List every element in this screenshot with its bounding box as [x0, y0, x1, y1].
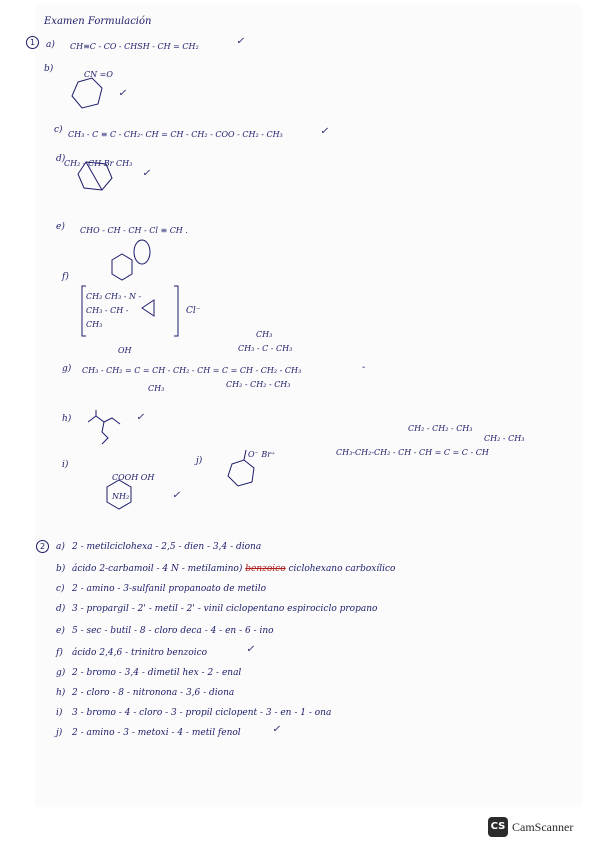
item-2j-label: j): [56, 728, 63, 738]
section-1-number: 1: [26, 36, 39, 49]
item-2b-label: b): [56, 564, 66, 574]
item-1g-label: g): [62, 364, 72, 374]
item-1g-top-substituent: CH₃ - C - CH₃: [238, 344, 293, 353]
item-1d-check-icon: ✓: [142, 168, 151, 179]
item-1i-check-icon: ✓: [172, 490, 181, 501]
item-1f-label: f): [62, 272, 69, 282]
item-1a-label: a): [46, 40, 55, 50]
camscanner-logo-text: CamScanner: [512, 819, 574, 834]
item-2g-name: 2 - bromo - 3,4 - dimetil hex - 2 - enal: [72, 668, 242, 678]
item-1f-counterion: Cl⁻: [186, 306, 201, 316]
margin-formula: CH₃-CH₂-CH₂ - CH - CH = C = C - CH: [336, 448, 489, 457]
item-1h-check-icon: ✓: [136, 412, 145, 423]
item-2d-name: 3 - propargil - 2' - metil - 2' - vinil ciclopentano espirociclo propano: [72, 604, 378, 614]
item-2e-label: e): [56, 626, 65, 636]
item-1a-check-icon: ✓: [236, 36, 245, 47]
item-2g-label: g): [56, 668, 66, 678]
item-1e-formula: CHO - CH - CH - Cl ≡ CH .: [80, 226, 188, 235]
item-1h-label: h): [62, 414, 72, 424]
page-title: Examen Formulación: [44, 16, 152, 27]
item-2i-name: 3 - bromo - 4 - cloro - 3 - propil ciclopent - 3 - en - 1 - ona: [72, 708, 332, 718]
item-2a-label: a): [56, 542, 65, 552]
item-2a-name: 2 - metilciclohexa - 2,5 - dien - 3,4 - diona: [72, 542, 262, 552]
paper-sheet: [36, 6, 581, 806]
item-1j-formula: O⁻ Br⁺: [248, 450, 276, 459]
item-1b-ring-drawing: [70, 78, 110, 110]
item-2c-name: 2 - amino - 3-sulfanil propanoato de metilo: [72, 584, 267, 594]
item-1g-dash: -: [362, 362, 366, 373]
item-1h-amide-drawing: [84, 408, 132, 448]
item-1i-formula: COOH OH NH₂: [112, 473, 155, 501]
item-1f-benzene-drawing: [110, 252, 134, 282]
item-1g-left-substituent-2: CH₃: [148, 384, 165, 393]
item-1b-label: b): [44, 64, 54, 74]
item-1j-label: j): [196, 456, 203, 466]
item-2f-name: ácido 2,4,6 - trinitro benzoico: [72, 648, 208, 658]
camscanner-logo-mark: CS: [488, 817, 508, 837]
item-2b-name: [72, 564, 395, 574]
item-1g-formula: CH₃ - CH₂ = C = CH - CH₂ - CH = C = CH - CH₂ - CH₃: [82, 366, 302, 375]
item-2b-name-struck: benzoico: [245, 564, 286, 574]
item-2f-label: f): [56, 648, 63, 658]
item-1d-formula: CH₂ - CH Br CH₃: [64, 159, 133, 168]
item-2e-name: 5 - sec - butil - 8 - cloro deca - 4 - en - 6 - ino: [72, 626, 274, 636]
section-2-number: 2: [36, 540, 49, 553]
item-1g-bottom-substituent: CH₂ - CH₂ - CH₃: [226, 380, 291, 389]
item-1c-label: c): [54, 125, 63, 135]
item-2i-label: i): [56, 708, 63, 718]
item-1c-formula: CH₃ - C ≡ C - CH₂- CH = CH - CH₂ - COO - CH₂ - CH₃: [68, 130, 283, 139]
item-1e-label: e): [56, 222, 65, 232]
item-1i-label: i): [62, 460, 69, 470]
margin-formula-right: CH₂ - CH₃: [484, 434, 525, 443]
item-1b-formula: CN =O: [84, 70, 113, 79]
item-1g-top-substituent-2: CH₃: [256, 330, 273, 339]
item-2f-check-icon: ✓: [246, 644, 255, 655]
item-2c-label: c): [56, 584, 65, 594]
item-1b-check-icon: ✓: [118, 88, 127, 99]
item-2h-label: h): [56, 688, 66, 698]
margin-formula-top: CH₂ - CH₂ - CH₃: [408, 424, 473, 433]
item-1a-formula: CH≡C - CO - CHSH - CH = CH₂: [70, 42, 199, 51]
item-1c-check-icon: ✓: [320, 126, 329, 137]
item-2j-check-icon: ✓: [272, 724, 281, 735]
item-1f-formula: CH₂ CH₃ - N - CH₃ - CH - CH₃: [86, 292, 142, 329]
item-2d-label: d): [56, 604, 66, 614]
item-1g-left-substituent: OH: [118, 346, 132, 355]
item-2j-name: 2 - amino - 3 - metoxi - 4 - metil fenol: [72, 728, 241, 738]
item-2b-name-after: ciclohexano carboxílico: [285, 564, 396, 574]
item-2b-name-main: ácido 2-carbamoil - 4 N - metilamino): [72, 564, 246, 574]
item-2h-name: 2 - cloro - 8 - nitronona - 3,6 - diona: [72, 688, 235, 698]
item-1d-label: d): [56, 154, 66, 164]
camscanner-logo: [488, 817, 573, 837]
